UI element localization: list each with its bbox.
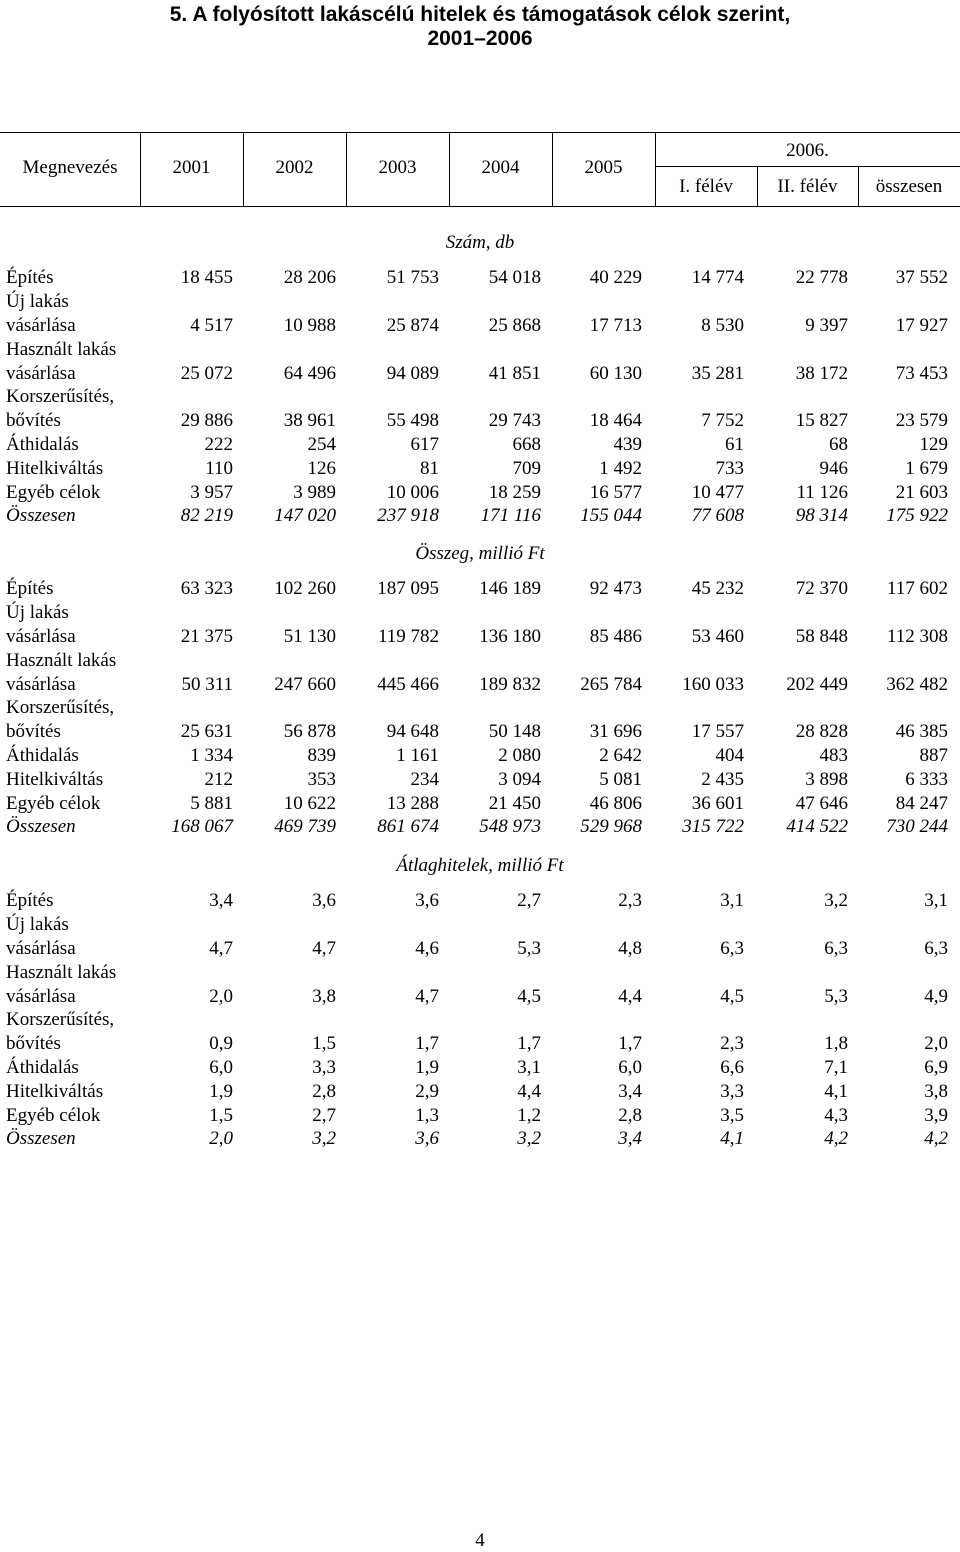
table-cell: 6,3 xyxy=(824,938,848,959)
section-title: Szám, db xyxy=(445,232,515,253)
table-cell: 254 xyxy=(307,434,336,455)
table-cell: 28 206 xyxy=(283,267,336,288)
header-bottom-rule xyxy=(0,206,960,207)
table-cell: 4,8 xyxy=(618,938,642,959)
table-cell: 2,7 xyxy=(517,890,541,911)
table-cell: 60 130 xyxy=(589,363,642,384)
row-label: Építés xyxy=(6,267,54,288)
table-cell: 3,8 xyxy=(924,1081,948,1102)
table-cell: 404 xyxy=(715,745,744,766)
table-cell: 136 180 xyxy=(479,626,541,647)
table-cell: 51 753 xyxy=(386,267,439,288)
table-cell: 3 094 xyxy=(498,769,541,790)
table-cell: 10 988 xyxy=(283,315,336,336)
table-cell: 81 xyxy=(420,458,439,479)
table-cell: 8 530 xyxy=(701,315,744,336)
table-cell: 21 450 xyxy=(488,793,541,814)
table-cell: 237 918 xyxy=(377,505,439,526)
table-cell: 13 288 xyxy=(386,793,439,814)
row-label: Áthidalás xyxy=(6,745,79,766)
table-cell: 3,2 xyxy=(824,890,848,911)
table-cell: 23 579 xyxy=(895,410,948,431)
table-cell: 3,8 xyxy=(312,986,336,1007)
table-cell: 6,3 xyxy=(720,938,744,959)
table-cell: 3,9 xyxy=(924,1105,948,1126)
table-cell: 1,7 xyxy=(415,1033,439,1054)
table-cell: 46 385 xyxy=(895,721,948,742)
table-cell: 445 466 xyxy=(377,674,439,695)
table-cell: 58 848 xyxy=(795,626,848,647)
table-cell: 102 260 xyxy=(274,578,336,599)
header-second-half: II. félév xyxy=(777,176,838,197)
table-cell: 362 482 xyxy=(886,674,948,695)
table-cell: 2,3 xyxy=(720,1033,744,1054)
table-cell: 1,7 xyxy=(618,1033,642,1054)
table-cell: 1,5 xyxy=(312,1033,336,1054)
table-cell: 1,3 xyxy=(415,1105,439,1126)
table-cell: 4,5 xyxy=(720,986,744,1007)
page-subtitle: 2001–2006 xyxy=(427,27,533,50)
table-cell: 50 148 xyxy=(488,721,541,742)
table-cell: 861 674 xyxy=(377,816,439,837)
table-cell: 40 229 xyxy=(589,267,642,288)
header-top-rule-right xyxy=(140,132,960,133)
header-year-2004: 2004 xyxy=(481,157,520,178)
header-year-2005: 2005 xyxy=(584,157,623,178)
table-cell: 1,9 xyxy=(209,1081,233,1102)
table-cell: 21 375 xyxy=(180,626,233,647)
table-cell: 2,9 xyxy=(415,1081,439,1102)
table-cell: 35 281 xyxy=(691,363,744,384)
table-cell: 353 xyxy=(307,769,336,790)
table-cell: 247 660 xyxy=(274,674,336,695)
table-cell: 4,6 xyxy=(415,938,439,959)
row-label: Korszerűsítés, bővítés xyxy=(6,1009,115,1054)
table-cell: 14 774 xyxy=(691,267,744,288)
table-cell: 4,4 xyxy=(517,1081,541,1102)
table-cell: 3,6 xyxy=(415,890,439,911)
row-label: Építés xyxy=(6,890,54,911)
table-cell: 730 244 xyxy=(886,816,948,837)
table-cell: 41 851 xyxy=(488,363,541,384)
row-label: Építés xyxy=(6,578,54,599)
table-cell: 16 577 xyxy=(589,482,642,503)
table-cell: 3,6 xyxy=(415,1128,439,1149)
table-cell: 839 xyxy=(307,745,336,766)
table-cell: 0,9 xyxy=(209,1033,233,1054)
table-cell: 3,2 xyxy=(517,1128,541,1149)
table-cell: 171 116 xyxy=(480,505,541,526)
table-cell: 2,7 xyxy=(312,1105,336,1126)
row-label: Hitelkiváltás xyxy=(6,458,104,479)
table-cell: 3,5 xyxy=(720,1105,744,1126)
table-cell: 469 739 xyxy=(274,816,336,837)
table-cell: 1 161 xyxy=(396,745,439,766)
table-cell: 18 259 xyxy=(488,482,541,503)
table-cell: 47 646 xyxy=(795,793,848,814)
table-cell: 7 752 xyxy=(701,410,744,431)
header-total: összesen xyxy=(875,176,943,197)
table-cell: 129 xyxy=(919,434,948,455)
table-cell: 2,0 xyxy=(209,1128,233,1149)
table-cell: 3,3 xyxy=(720,1081,744,1102)
table-cell: 56 878 xyxy=(283,721,336,742)
table-cell: 119 782 xyxy=(377,626,439,647)
table-cell: 1,8 xyxy=(824,1033,848,1054)
table-cell: 3,6 xyxy=(312,890,336,911)
table-cell: 10 622 xyxy=(283,793,336,814)
table-cell: 29 743 xyxy=(488,410,541,431)
table-cell: 2 642 xyxy=(599,745,642,766)
table-cell: 72 370 xyxy=(795,578,848,599)
table-cell: 85 486 xyxy=(589,626,642,647)
table-cell: 4,1 xyxy=(720,1128,744,1149)
section-title: Összeg, millió Ft xyxy=(415,543,545,564)
header-first-half: I. félév xyxy=(679,176,733,197)
table-cell: 3 989 xyxy=(293,482,336,503)
table-cell: 4,2 xyxy=(924,1128,948,1149)
table-cell: 439 xyxy=(613,434,642,455)
row-label: Áthidalás xyxy=(6,434,79,455)
table-cell: 887 xyxy=(919,745,948,766)
header-group-2006: 2006. xyxy=(786,140,829,161)
table-cell: 946 xyxy=(819,458,848,479)
table-cell: 3,1 xyxy=(924,890,948,911)
table-cell: 17 713 xyxy=(589,315,642,336)
table-cell: 4,9 xyxy=(924,986,948,1007)
row-label: Új lakás vásárlása xyxy=(6,291,76,336)
table-cell: 3 898 xyxy=(805,769,848,790)
table-cell: 1,5 xyxy=(209,1105,233,1126)
table-cell: 4,7 xyxy=(312,938,336,959)
table-cell: 6,0 xyxy=(209,1057,233,1078)
row-label: Hitelkiváltás xyxy=(6,1081,104,1102)
table-cell: 4,5 xyxy=(517,986,541,1007)
header-year-2001: 2001 xyxy=(172,157,211,178)
table-cell: 68 xyxy=(829,434,848,455)
row-label: Hitelkiváltás xyxy=(6,769,104,790)
table-cell: 548 973 xyxy=(479,816,541,837)
table-cell: 5 881 xyxy=(190,793,233,814)
table-cell: 25 072 xyxy=(180,363,233,384)
table-cell: 77 608 xyxy=(691,505,744,526)
table-cell: 36 601 xyxy=(691,793,744,814)
table-cell: 50 311 xyxy=(181,674,233,695)
table-cell: 175 922 xyxy=(886,505,948,526)
table-cell: 3,4 xyxy=(618,1081,642,1102)
table-cell: 6,9 xyxy=(924,1057,948,1078)
table-cell: 110 xyxy=(205,458,233,479)
row-label: Használt lakás vásárlása xyxy=(6,339,117,384)
row-label: Összesen xyxy=(6,816,76,837)
table-cell: 51 130 xyxy=(283,626,336,647)
row-label: Korszerűsítés, bővítés xyxy=(6,386,115,431)
table-cell: 18 455 xyxy=(180,267,233,288)
table-cell: 54 018 xyxy=(488,267,541,288)
header-year-2003: 2003 xyxy=(378,157,417,178)
row-label: Egyéb célok xyxy=(6,1105,101,1126)
page-number: 4 xyxy=(475,1530,485,1551)
group-rule xyxy=(655,166,960,167)
table-cell: 29 886 xyxy=(180,410,233,431)
table-cell: 11 126 xyxy=(796,482,848,503)
header-name-column: Megnevezés xyxy=(22,157,118,178)
table-cell: 31 696 xyxy=(589,721,642,742)
table-cell: 55 498 xyxy=(386,410,439,431)
row-label: Egyéb célok xyxy=(6,482,101,503)
table-cell: 22 778 xyxy=(795,267,848,288)
table-cell: 2,0 xyxy=(924,1033,948,1054)
table-cell: 160 033 xyxy=(682,674,744,695)
table-cell: 38 961 xyxy=(283,410,336,431)
table-cell: 6 333 xyxy=(905,769,948,790)
table-cell: 3,1 xyxy=(517,1057,541,1078)
table-cell: 1 334 xyxy=(190,745,233,766)
table-cell: 4,3 xyxy=(824,1105,848,1126)
table-cell: 5,3 xyxy=(824,986,848,1007)
table-cell: 10 006 xyxy=(386,482,439,503)
table-cell: 1 492 xyxy=(599,458,642,479)
table-cell: 529 968 xyxy=(580,816,642,837)
table-cell: 61 xyxy=(725,434,744,455)
row-label: Használt lakás vásárlása xyxy=(6,650,117,695)
table-cell: 4,1 xyxy=(824,1081,848,1102)
table-cell: 94 089 xyxy=(386,363,439,384)
table-cell: 3 957 xyxy=(190,482,233,503)
table-cell: 146 189 xyxy=(479,578,541,599)
table-cell: 3,4 xyxy=(618,1128,642,1149)
table-cell: 112 308 xyxy=(886,626,948,647)
row-label: Korszerűsítés, bővítés xyxy=(6,697,115,742)
table-cell: 265 784 xyxy=(580,674,642,695)
table-cell: 64 496 xyxy=(283,363,336,384)
table-cell: 2 080 xyxy=(498,745,541,766)
table-cell: 25 868 xyxy=(488,315,541,336)
table-cell: 4,7 xyxy=(415,986,439,1007)
table-cell: 668 xyxy=(512,434,541,455)
table-cell: 483 xyxy=(819,745,848,766)
table-cell: 2,8 xyxy=(618,1105,642,1126)
table-cell: 21 603 xyxy=(895,482,948,503)
row-label: Egyéb célok xyxy=(6,793,101,814)
table-cell: 17 557 xyxy=(691,721,744,742)
table-cell: 63 323 xyxy=(180,578,233,599)
table-cell: 155 044 xyxy=(580,505,642,526)
table-cell: 6,6 xyxy=(720,1057,744,1078)
table-cell: 3,1 xyxy=(720,890,744,911)
table-cell: 4,7 xyxy=(209,938,233,959)
table-cell: 212 xyxy=(204,769,233,790)
table-cell: 147 020 xyxy=(274,505,336,526)
table-cell: 4 517 xyxy=(190,315,233,336)
row-label: Új lakás vásárlása xyxy=(6,914,76,959)
header-top-rule xyxy=(0,132,140,133)
table-cell: 84 247 xyxy=(895,793,948,814)
table-cell: 53 460 xyxy=(691,626,744,647)
table-cell: 28 828 xyxy=(795,721,848,742)
table-cell: 709 xyxy=(512,458,541,479)
table-cell: 94 648 xyxy=(386,721,439,742)
table-cell: 98 314 xyxy=(795,505,848,526)
table-cell: 15 827 xyxy=(795,410,848,431)
table-cell: 18 464 xyxy=(589,410,642,431)
table-cell: 3,3 xyxy=(312,1057,336,1078)
table-cell: 1,7 xyxy=(517,1033,541,1054)
table-cell: 2,8 xyxy=(312,1081,336,1102)
table-cell: 17 927 xyxy=(895,315,948,336)
table-cell: 117 602 xyxy=(886,578,948,599)
page-title: 5. A folyósított lakáscélú hitelek és támogatások célok szerint, xyxy=(169,3,791,26)
table-cell: 10 477 xyxy=(691,482,744,503)
table-cell: 7,1 xyxy=(824,1057,848,1078)
table-cell: 168 067 xyxy=(171,816,233,837)
section-title: Átlaghitelek, millió Ft xyxy=(396,855,564,876)
table-cell: 202 449 xyxy=(786,674,848,695)
table-cell: 1,2 xyxy=(517,1105,541,1126)
table-cell: 3,2 xyxy=(312,1128,336,1149)
table-cell: 37 552 xyxy=(895,267,948,288)
row-label: Új lakás vásárlása xyxy=(6,602,76,647)
table-cell: 82 219 xyxy=(180,505,233,526)
table-cell: 1,9 xyxy=(415,1057,439,1078)
table-cell: 1 679 xyxy=(905,458,948,479)
table-cell: 187 095 xyxy=(377,578,439,599)
table-cell: 45 232 xyxy=(691,578,744,599)
table-cell: 2,0 xyxy=(209,986,233,1007)
table-cell: 414 522 xyxy=(786,816,848,837)
table-cell: 25 874 xyxy=(386,315,439,336)
table-cell: 617 xyxy=(410,434,439,455)
table-cell: 222 xyxy=(204,434,233,455)
table-cell: 25 631 xyxy=(180,721,233,742)
table-cell: 46 806 xyxy=(589,793,642,814)
row-label: Összesen xyxy=(6,1128,76,1149)
row-label: Használt lakás vásárlása xyxy=(6,962,117,1007)
row-label: Összesen xyxy=(6,505,76,526)
table-cell: 733 xyxy=(715,458,744,479)
table-cell: 2,3 xyxy=(618,890,642,911)
table-cell: 126 xyxy=(307,458,336,479)
table-cell: 73 453 xyxy=(895,363,948,384)
table-cell: 2 435 xyxy=(701,769,744,790)
table-cell: 3,4 xyxy=(209,890,233,911)
row-label: Áthidalás xyxy=(6,1057,79,1078)
table-cell: 189 832 xyxy=(479,674,541,695)
table-cell: 6,0 xyxy=(618,1057,642,1078)
table-cell: 5 081 xyxy=(599,769,642,790)
table-cell: 234 xyxy=(410,769,439,790)
table-cell: 92 473 xyxy=(589,578,642,599)
table-cell: 9 397 xyxy=(805,315,848,336)
table-cell: 4,4 xyxy=(618,986,642,1007)
table-cell: 4,2 xyxy=(824,1128,848,1149)
table-cell: 315 722 xyxy=(682,816,744,837)
table-cell: 38 172 xyxy=(795,363,848,384)
header-year-2002: 2002 xyxy=(275,157,314,178)
table-cell: 5,3 xyxy=(517,938,541,959)
table-cell: 6,3 xyxy=(924,938,948,959)
